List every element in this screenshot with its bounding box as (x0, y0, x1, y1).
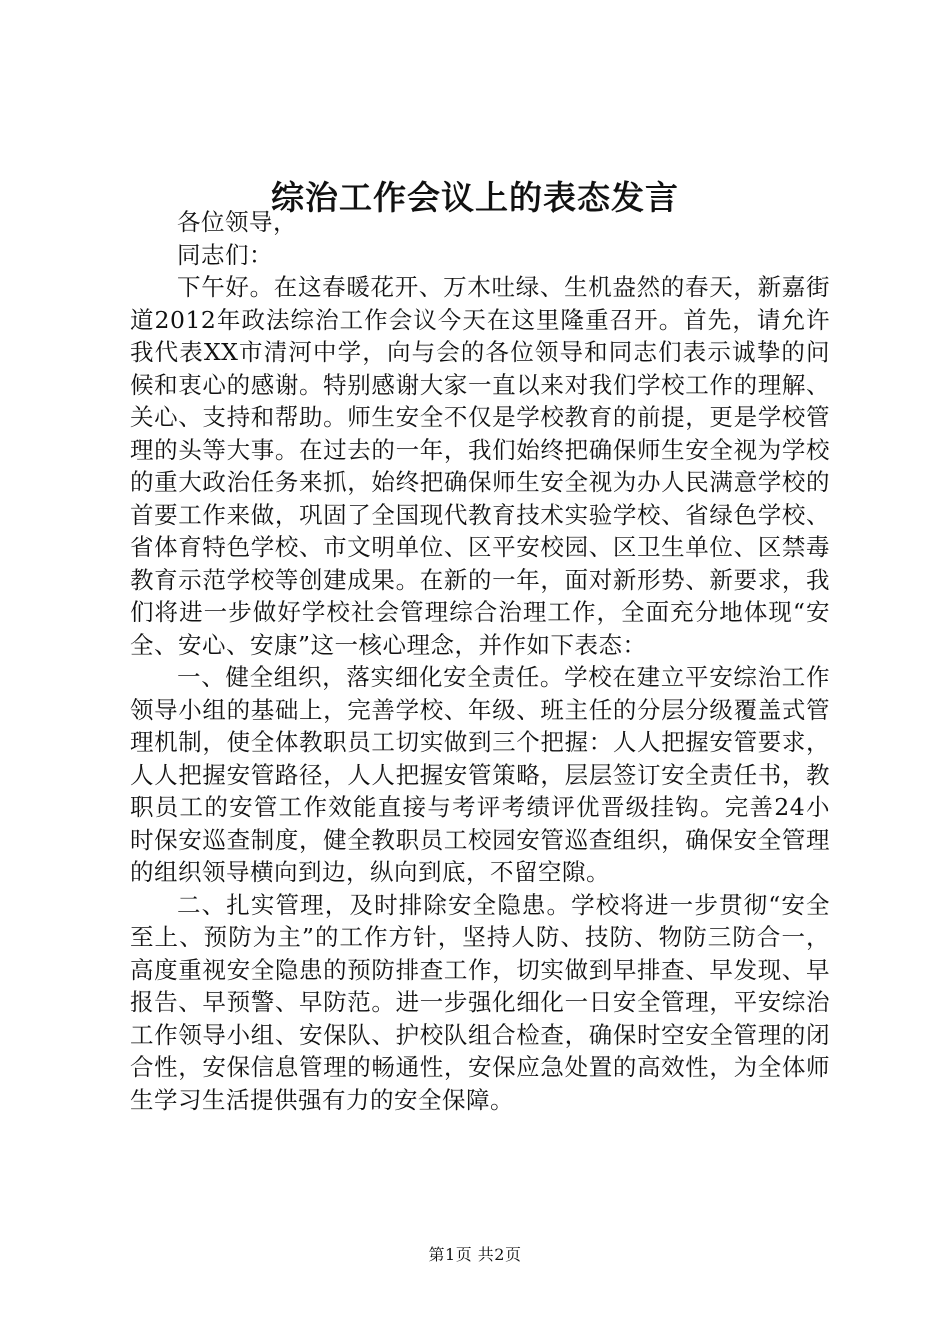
paragraph-point-one: 一、健全组织，落实细化安全责任。学校在建立平安综治工作领导小组的基础上，完善学校、年级、班主任的分层分级覆盖式管理机制，使全体教职员工切实做到三个把握：人人把握安管要求，人人把握安管路径，人人把握安管策略，层层签订安全责任书，教职员工的安管工作效能直接与考评考绩评优晋级挂钩。完善24小时保安巡查制度，健全教职员工校园安管巡查组织，确保安全管理的组织领导横向到边，纵向到底，不留空隙。 (130, 663, 830, 886)
salutation-leaders: 各位领导， (177, 208, 297, 236)
paragraph-opening: 下午好。在这春暖花开、万木吐绿、生机盎然的春天，新嘉街道2012年政法综治工作会议今天在这里隆重召开。首先，请允许我代表XX市清河中学，向与会的各位领导和同志们表示诚挚的问候和衷心的感谢。特别感谢大家一直以来对我们学校工作的理解、关心、支持和帮助。师生安全不仅是学校教育的前提，更是学校管理的头等大事。在过去的一年，我们始终把确保师生安全视为学校的重大政治任务来抓，始终把确保师生安全视为办人民满意学校的首要工作来做，巩固了全国现代教育技术实验学校、省绿色学校、省体育特色学校、市文明单位、区平安校园、区卫生单位、区禁毒教育示范学校等创建成果。在新的一年，面对新形势、新要求，我们将进一步做好学校社会管理综合治理工作，全面充分地体现“安全、安心、安康”这一核心理念，并作如下表态： (130, 273, 830, 659)
salutation-comrades: 同志们： (177, 240, 273, 269)
page-number-footer: 第1页 共2页 (428, 1245, 522, 1264)
paragraph-point-two: 二、扎实管理，及时排除安全隐患。学校将进一步贯彻“安全至上、预防为主”的工作方针，坚持人防、技防、物防三防合一，高度重视安全隐患的预防排查工作，切实做到早排查、早发现、早报告、早预警、早防范。进一步强化细化一日安全管理，平安综治工作领导小组、安保队、护校队组合检查，确保时空安全管理的闭合性，安保信息管理的畅通性，安保应急处置的高效性，为全体师生学习生活提供强有力的安全保障。 (130, 890, 830, 1114)
document-body (130, 206, 830, 1116)
document-title: 综治工作会议上的表态发言 (271, 178, 679, 217)
